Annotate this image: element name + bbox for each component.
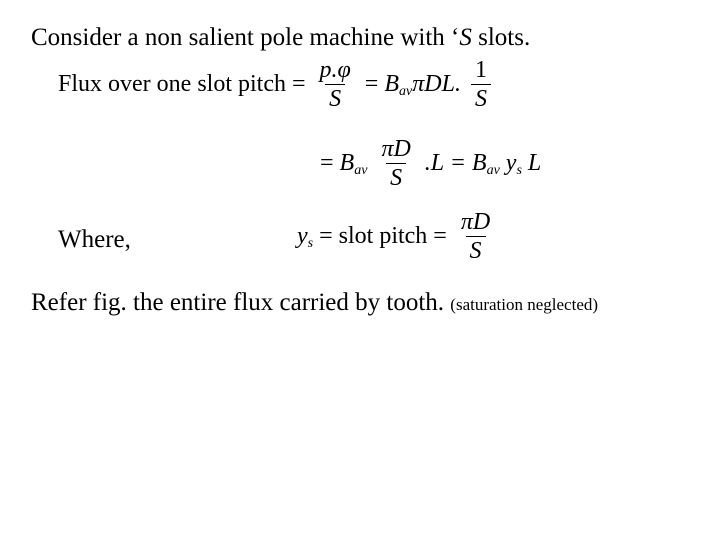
intro-s-symbol: S — [459, 24, 472, 51]
conclusion-line — [31, 289, 598, 317]
eq1-frac1-denominator: S — [325, 84, 345, 111]
where-s-subscript: s — [307, 235, 314, 251]
equation-flux-expanded — [320, 137, 541, 190]
eq1-b-symbol: B — [384, 71, 400, 97]
eq2-frac-denominator: S — [386, 163, 406, 190]
eq1-frac2-denominator: S — [471, 84, 491, 111]
eq1-fraction-2 — [471, 58, 491, 111]
eq1-lhs: Flux over one slot pitch = — [58, 71, 306, 97]
eq2-y-symbol: y — [505, 150, 517, 176]
eq1-pidl: πDL. — [412, 71, 461, 97]
eq2-b-symbol: B — [339, 150, 355, 176]
equation-slot-pitch — [297, 210, 498, 263]
eq2-equals: = — [320, 150, 334, 176]
where-frac-numerator: πD — [460, 209, 491, 235]
intro-line — [31, 24, 530, 52]
eq2-frac-numerator: πD — [381, 136, 411, 162]
where-y-symbol: y — [297, 223, 308, 249]
eq2-av-subscript: av — [354, 162, 368, 178]
eq1-equals: = — [364, 71, 379, 97]
eq2-dot-l: .L = — [424, 150, 466, 176]
where-frac-denominator: S — [466, 236, 486, 263]
eq2-s-subscript: s — [516, 162, 522, 178]
where-label: Where, — [58, 226, 131, 253]
intro-prefix: Consider a non salient pole machine with ‘ — [31, 24, 460, 51]
conclusion-note: (saturation neglected) — [450, 295, 599, 314]
where-text: = slot pitch = — [319, 223, 447, 249]
eq1-fraction-1 — [316, 58, 355, 111]
equation-flux-per-slot — [58, 58, 495, 111]
where-fraction — [457, 210, 494, 263]
intro-suffix: slots. — [471, 24, 531, 51]
eq2-av2-subscript: av — [486, 162, 500, 178]
eq2-fraction — [377, 137, 414, 190]
eq1-av-subscript: av — [399, 83, 413, 99]
eq1-frac2-numerator: 1 — [474, 57, 487, 83]
eq1-frac1-numerator: p.φ — [319, 57, 351, 83]
conclusion-text: Refer fig. the entire flux carried by tooth. — [31, 289, 445, 316]
eq2-b2-symbol: B — [471, 150, 487, 176]
eq2-l-symbol: L — [527, 150, 542, 176]
